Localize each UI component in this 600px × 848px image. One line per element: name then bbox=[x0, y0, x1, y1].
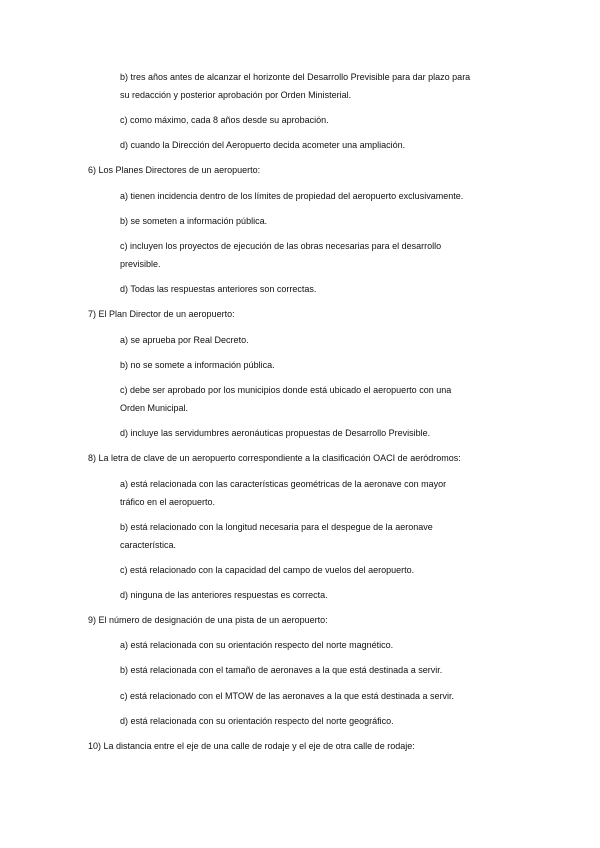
option-line: b) tres años antes de alcanzar el horizonte del Desarrollo Previsible para dar plazo para bbox=[120, 72, 471, 82]
question-line: 8) La letra de clave de un aeropuerto correspondiente a la clasificación OACI de aeródromos: bbox=[88, 453, 461, 463]
option-line: d) está relacionada con su orientación respecto del norte geográfico. bbox=[120, 716, 394, 726]
option-line: c) está relacionado con la capacidad del campo de vuelos del aeropuerto. bbox=[120, 565, 415, 575]
option-line: Orden Municipal. bbox=[120, 403, 189, 413]
option-line: d) cuando la Dirección del Aeropuerto decida acometer una ampliación. bbox=[120, 140, 406, 150]
option-line: tráfico en el aeropuerto. bbox=[120, 497, 216, 507]
question-line: 7) El Plan Director de un aeropuerto: bbox=[88, 309, 235, 319]
option-line: c) como máximo, cada 8 años desde su aprobación. bbox=[120, 115, 329, 125]
question-line: 10) La distancia entre el eje de una calle de rodaje y el eje de otra calle de rodaje: bbox=[88, 741, 415, 751]
option-line: característica. bbox=[120, 540, 177, 550]
option-line: su redacción y posterior aprobación por Orden Ministerial. bbox=[120, 90, 352, 100]
option-line: b) se someten a información pública. bbox=[120, 216, 268, 226]
question-line: 6) Los Planes Directores de un aeropuerto: bbox=[88, 165, 261, 175]
option-line: d) Todas las respuestas anteriores son correctas. bbox=[120, 284, 317, 294]
option-line: a) está relacionada con su orientación respecto del norte magnético. bbox=[120, 640, 394, 650]
option-line: previsible. bbox=[120, 259, 161, 269]
question-line: 9) El número de designación de una pista de un aeropuerto: bbox=[88, 615, 328, 625]
option-line: a) tienen incidencia dentro de los límites de propiedad del aeropuerto exclusivamente. bbox=[120, 191, 464, 201]
option-line: b) no se somete a información pública. bbox=[120, 360, 275, 370]
option-line: b) está relacionada con el tamaño de aeronaves a la que está destinada a servir. bbox=[120, 665, 443, 675]
option-line: c) está relacionado con el MTOW de las aeronaves a la que está destinada a servir. bbox=[120, 691, 455, 701]
option-line: a) está relacionada con las características geométricas de la aeronave con mayor bbox=[120, 479, 447, 489]
option-line: c) incluyen los proyectos de ejecución de las obras necesarias para el desarrollo bbox=[120, 241, 442, 251]
option-line: d) ninguna de las anteriores respuestas es correcta. bbox=[120, 590, 328, 600]
option-line: d) incluye las servidumbres aeronáuticas propuestas de Desarrollo Previsible. bbox=[120, 428, 431, 438]
option-line: a) se aprueba por Real Decreto. bbox=[120, 335, 249, 345]
option-line: c) debe ser aprobado por los municipios donde está ubicado el aeropuerto con una bbox=[120, 385, 452, 395]
option-line: b) está relacionado con la longitud necesaria para el despegue de la aeronave bbox=[120, 522, 433, 532]
